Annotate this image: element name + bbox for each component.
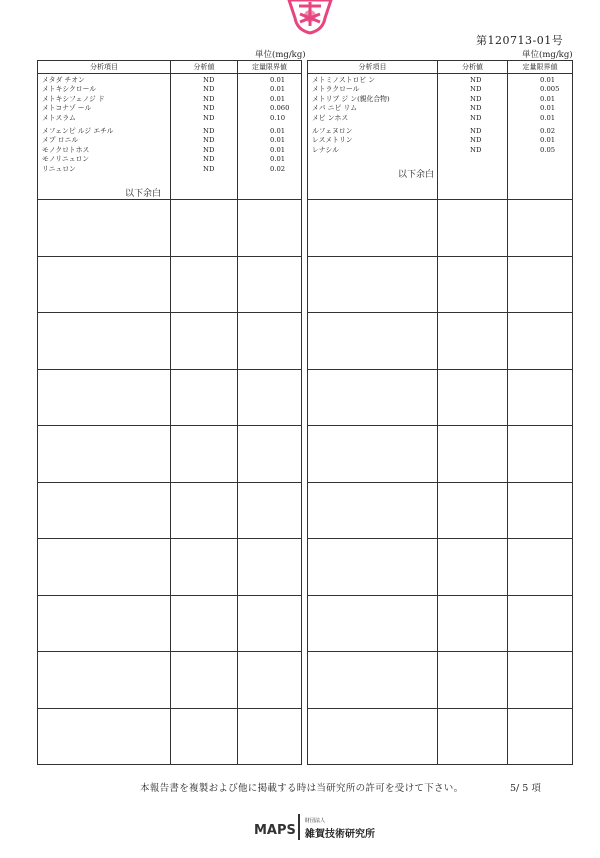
analysis-item: メトスラム bbox=[42, 113, 76, 122]
quantitation-limit: 0.02 bbox=[540, 126, 556, 135]
analysis-item: メビ ンホス bbox=[312, 113, 349, 122]
analysis-item: モノクロトホス bbox=[42, 145, 90, 154]
empty-row bbox=[38, 313, 302, 370]
analysis-item: メトコナゾ ール bbox=[42, 104, 92, 113]
analysis-value: ND bbox=[470, 145, 482, 154]
empty-row bbox=[38, 426, 302, 483]
analysis-item: レスメトリン bbox=[312, 136, 353, 145]
organization-name: 雑賀技術研究所 bbox=[305, 829, 375, 840]
analysis-value: ND bbox=[203, 164, 215, 173]
quantitation-limit: 0.01 bbox=[540, 136, 556, 145]
table-data-row bbox=[308, 74, 573, 200]
analysis-value: ND bbox=[470, 113, 482, 122]
analysis-value: ND bbox=[203, 94, 215, 103]
quantitation-limit: 0.01 bbox=[540, 76, 556, 84]
analysis-item: メトラクロール bbox=[312, 85, 360, 94]
analysis-value: ND bbox=[470, 94, 482, 103]
quantitation-limit: 0.01 bbox=[540, 104, 556, 113]
quantitation-limit: 0.060 bbox=[270, 104, 290, 113]
empty-row bbox=[308, 200, 573, 257]
analysis-value: ND bbox=[203, 126, 215, 135]
quantitation-limit: 0.01 bbox=[270, 145, 286, 154]
report-number: 第120713-01号 bbox=[476, 34, 564, 47]
maps-logo-icon bbox=[252, 810, 300, 842]
column-header-item: 分析項目 bbox=[308, 61, 438, 74]
quantitation-limit: 0.02 bbox=[270, 164, 286, 173]
results-table-right bbox=[307, 60, 573, 765]
quantitation-limit: 0.01 bbox=[270, 76, 286, 84]
analysis-item: メトキシフェノジ ド bbox=[42, 94, 105, 103]
quantitation-limit: 0.01 bbox=[270, 85, 286, 94]
analysis-value: ND bbox=[203, 136, 215, 145]
analysis-value: ND bbox=[203, 145, 215, 154]
column-header-item: 分析項目 bbox=[38, 61, 171, 74]
quantitation-limit-list bbox=[508, 74, 572, 155]
empty-row bbox=[38, 369, 302, 426]
org-type-label: 財団法人 bbox=[305, 818, 326, 824]
quantitation-limit: 0.01 bbox=[270, 136, 286, 145]
quantitation-limit: 0.01 bbox=[270, 126, 286, 135]
remainder-blank-note-left: 以下余白 bbox=[125, 189, 162, 199]
empty-row bbox=[38, 482, 302, 539]
empty-row bbox=[308, 708, 573, 765]
empty-row bbox=[38, 539, 302, 596]
empty-row bbox=[38, 652, 302, 709]
analysis-value: ND bbox=[203, 104, 215, 113]
analysis-item: レナシル bbox=[312, 145, 339, 154]
analysis-value: ND bbox=[470, 104, 482, 113]
empty-row bbox=[308, 313, 573, 370]
table-data-row bbox=[38, 74, 302, 200]
column-header-value: 分析値 bbox=[438, 61, 508, 74]
column-header-limit: 定量限界値 bbox=[238, 61, 302, 74]
column-header-value: 分析値 bbox=[171, 61, 238, 74]
analysis-item-list bbox=[308, 74, 437, 155]
page-count: 5/ 5 項 bbox=[510, 783, 541, 794]
empty-row bbox=[308, 652, 573, 709]
analysis-item: メパ ニピ リム bbox=[312, 104, 358, 113]
column-header-limit: 定量限界値 bbox=[508, 61, 573, 74]
analysis-item: メフェンピ ルジ エチル bbox=[42, 126, 114, 135]
analysis-item-list bbox=[38, 74, 170, 174]
reproduction-notice: 本報告書を複製および他に掲載する時は当研究所の許可を受けて下さい。 bbox=[140, 783, 464, 794]
quantitation-limit: 0.01 bbox=[540, 113, 556, 122]
quantitation-limit: 0.01 bbox=[270, 155, 286, 164]
quantitation-limit: 0.10 bbox=[270, 113, 286, 122]
table-header-row bbox=[38, 61, 302, 74]
logo-text: MAPS bbox=[254, 823, 296, 838]
analysis-item: メタダ チオン bbox=[42, 76, 85, 84]
empty-row bbox=[308, 426, 573, 483]
analysis-value: ND bbox=[203, 155, 215, 164]
empty-row bbox=[38, 256, 302, 313]
empty-row bbox=[38, 200, 302, 257]
analysis-value-list bbox=[171, 74, 237, 174]
analysis-item: ルフェヌロン bbox=[312, 126, 353, 135]
empty-row bbox=[308, 539, 573, 596]
empty-row bbox=[308, 482, 573, 539]
analysis-value: ND bbox=[203, 113, 215, 122]
analysis-value: ND bbox=[470, 76, 482, 84]
analysis-value: ND bbox=[203, 76, 215, 84]
quantitation-limit: 0.01 bbox=[540, 94, 556, 103]
analysis-value: ND bbox=[470, 85, 482, 94]
quantitation-limit: 0.05 bbox=[540, 145, 556, 154]
quantitation-limit: 0.005 bbox=[540, 85, 560, 94]
quantitation-limit-list bbox=[238, 74, 301, 174]
analysis-item: メプ ロニル bbox=[42, 136, 79, 145]
empty-row bbox=[38, 595, 302, 652]
table-header-row bbox=[308, 61, 573, 74]
empty-row bbox=[308, 369, 573, 426]
analysis-item: モノリニュロン bbox=[42, 155, 90, 164]
analysis-item: メトリブ ジ ン(親化合物) bbox=[312, 94, 390, 103]
unit-label-left: 単位(mg/kg) bbox=[255, 50, 306, 60]
analysis-item: メトキシクロール bbox=[42, 85, 97, 94]
unit-label-right: 単位(mg/kg) bbox=[522, 50, 573, 60]
empty-row bbox=[38, 708, 302, 765]
analysis-value: ND bbox=[470, 126, 482, 135]
remainder-blank-note-right: 以下余白 bbox=[398, 170, 435, 180]
empty-row bbox=[308, 595, 573, 652]
results-table-left bbox=[37, 60, 302, 765]
red-seal-stamp bbox=[285, 0, 335, 38]
analysis-item: メトミノストロビ ン bbox=[312, 76, 376, 84]
quantitation-limit: 0.01 bbox=[270, 94, 286, 103]
analysis-value: ND bbox=[470, 136, 482, 145]
empty-row bbox=[308, 256, 573, 313]
analysis-value: ND bbox=[203, 85, 215, 94]
analysis-item: リニュロン bbox=[42, 164, 76, 173]
analysis-value-list bbox=[438, 74, 507, 155]
